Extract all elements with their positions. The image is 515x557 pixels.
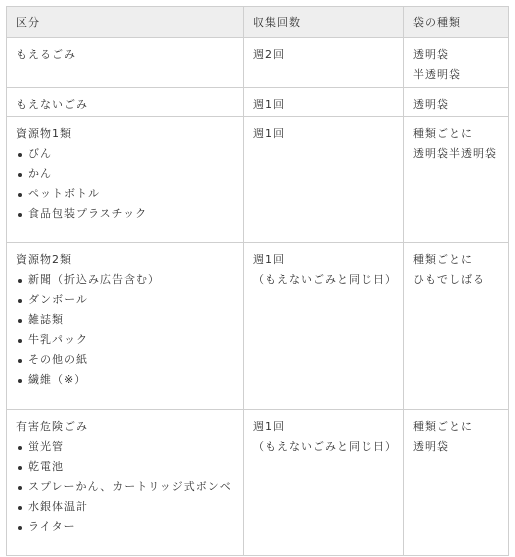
list-item: スプレーかん、カートリッジ式ボンベ xyxy=(16,477,243,497)
list-item: 繊維（※） xyxy=(16,370,243,390)
header-bag-type: 袋の種類 xyxy=(404,7,509,38)
category-cell xyxy=(7,38,244,88)
bag-type-cell xyxy=(404,38,509,88)
bag-type-cell xyxy=(404,410,509,556)
frequency-text: 週1回 xyxy=(253,253,285,266)
list-item: ライター xyxy=(16,517,243,537)
list-item: 雑誌類 xyxy=(16,310,243,330)
category-name: 資源物1類 xyxy=(16,127,72,140)
bag-type-text: ひもでしばる xyxy=(413,273,485,286)
category-cell xyxy=(7,117,244,243)
header-category: 区分 xyxy=(7,7,244,38)
list-item: びん xyxy=(16,144,243,164)
list-item: 乾電池 xyxy=(16,457,243,477)
category-cell xyxy=(7,410,244,556)
bag-type-text: 半透明袋 xyxy=(413,68,461,81)
bag-type-text: 透明袋半透明袋 xyxy=(413,147,497,160)
item-list xyxy=(16,437,243,537)
bag-type-text: 透明袋 xyxy=(413,440,449,453)
frequency-cell xyxy=(244,243,404,410)
frequency-cell xyxy=(244,117,404,243)
category-name: 有害危険ごみ xyxy=(16,420,88,433)
category-cell xyxy=(7,88,244,117)
table-row xyxy=(7,38,509,88)
bag-type-text: 種類ごとに xyxy=(413,127,473,140)
frequency-text: 週1回 xyxy=(253,127,285,140)
frequency-cell xyxy=(244,38,404,88)
category-name: もえるごみ xyxy=(16,48,76,61)
bag-type-cell xyxy=(404,88,509,117)
frequency-text: 週1回 xyxy=(253,420,285,433)
item-list xyxy=(16,144,243,224)
category-name: 資源物2類 xyxy=(16,253,72,266)
list-item: 食品包装プラスチック xyxy=(16,204,243,224)
table-row xyxy=(7,410,509,556)
bag-type-text: 透明袋 xyxy=(413,48,449,61)
frequency-note: （もえないごみと同じ日） xyxy=(253,273,397,286)
frequency-cell xyxy=(244,88,404,117)
bag-type-text: 種類ごとに xyxy=(413,253,473,266)
frequency-note: （もえないごみと同じ日） xyxy=(253,440,397,453)
frequency-cell xyxy=(244,410,404,556)
table-row xyxy=(7,243,509,410)
garbage-collection-table xyxy=(6,6,509,556)
bag-type-cell xyxy=(404,243,509,410)
bag-type-cell xyxy=(404,117,509,243)
header-frequency: 収集回数 xyxy=(244,7,404,38)
list-item: ペットボトル xyxy=(16,184,243,204)
category-cell xyxy=(7,243,244,410)
bag-type-text: 種類ごとに xyxy=(413,420,473,433)
header-row xyxy=(7,7,509,38)
list-item: ダンボール xyxy=(16,290,243,310)
category-name: もえないごみ xyxy=(16,98,88,111)
table-row xyxy=(7,88,509,117)
frequency-text: 週2回 xyxy=(253,48,285,61)
list-item: 蛍光管 xyxy=(16,437,243,457)
list-item: かん xyxy=(16,164,243,184)
table-row xyxy=(7,117,509,243)
list-item: 牛乳パック xyxy=(16,330,243,350)
frequency-text: 週1回 xyxy=(253,98,285,111)
item-list xyxy=(16,270,243,390)
bag-type-text: 透明袋 xyxy=(413,98,449,111)
list-item: その他の紙 xyxy=(16,350,243,370)
list-item: 水銀体温計 xyxy=(16,497,243,517)
list-item: 新聞（折込み広告含む） xyxy=(16,270,243,290)
